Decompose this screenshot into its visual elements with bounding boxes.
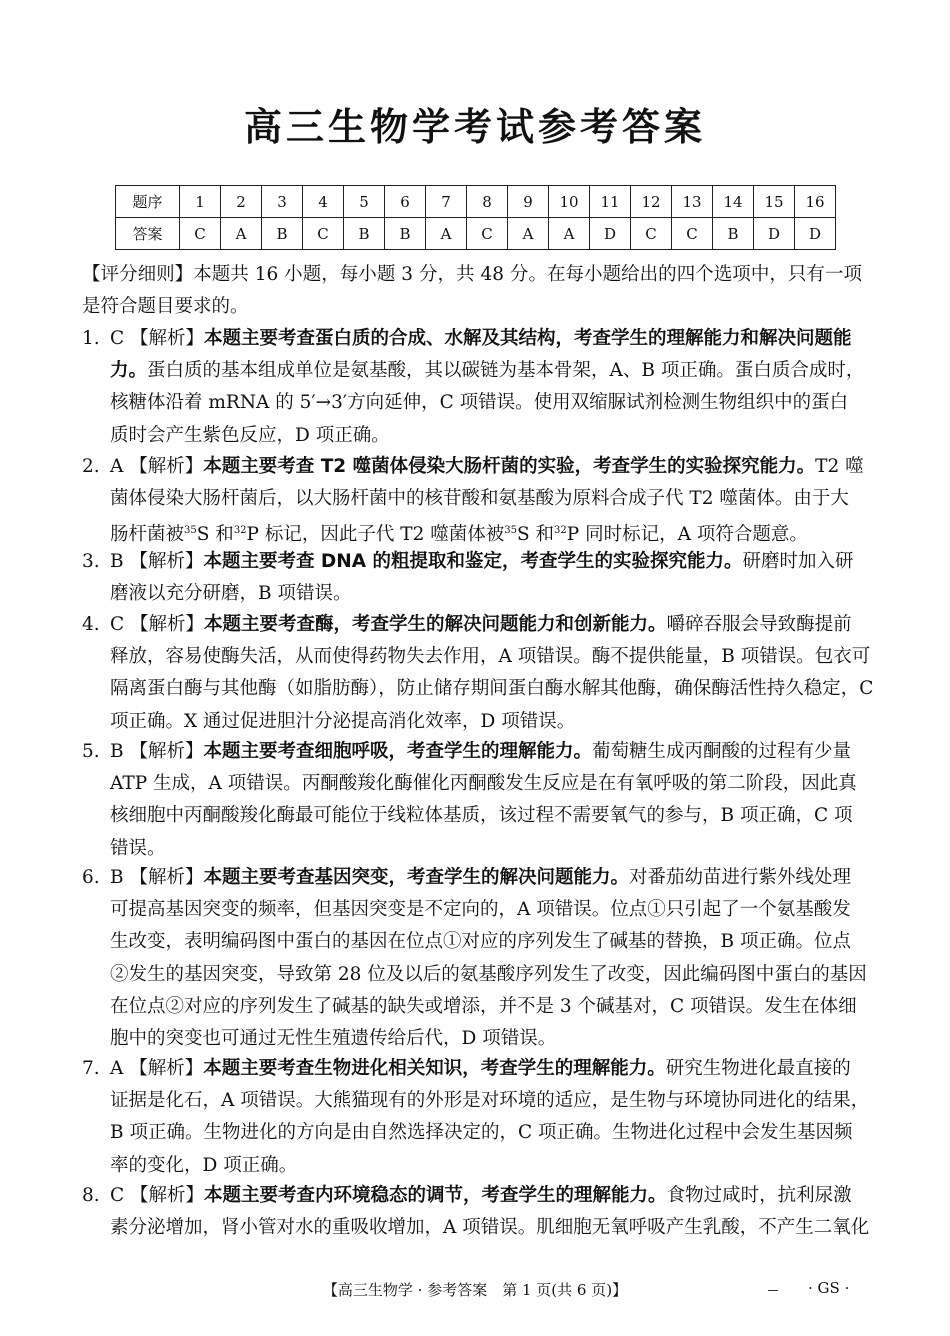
- superscript: 32: [554, 525, 567, 537]
- question-number: 7.: [82, 1058, 100, 1079]
- body-text: 生改变，表明编码图中蛋白的基因在位点①对应的序列发生了碱基的替换，B 项正确。位点: [110, 931, 851, 953]
- body-text: 胞中的突变也可通过无性生殖遗传给后代，D 项错误。: [110, 1028, 557, 1050]
- divider: [768, 1290, 778, 1291]
- answer-label: C 【解析】: [110, 1185, 205, 1206]
- page-title: 高三生物学考试参考答案: [243, 105, 706, 149]
- bold-text: 本题主要考查内环境稳态的调节，考查学生的理解能力。: [204, 1185, 667, 1206]
- body-text: S 和: [196, 524, 234, 546]
- body-text: 可提高基因突变的频率，但基因突变是不定向的，A 项错误。位点①只引起了一个氨基酸发: [110, 899, 851, 921]
- table-cell: 6: [385, 186, 426, 218]
- body-text: 菌体侵染大肠杆菌后，以大肠杆菌中的核苷酸和氨基酸为原料合成子代 T2 噬菌体。由于大: [110, 488, 849, 510]
- bold-text: 本题主要考查生物进化相关知识，考查学生的理解能力。: [203, 1058, 666, 1079]
- answer-table: [115, 185, 836, 250]
- table-cell: A: [426, 218, 467, 250]
- body-text: P 同时标记，A 项符合题意。: [566, 524, 808, 546]
- table-cell: C: [303, 218, 344, 250]
- scoring-intro: 【评分细则】本题共 16 小题，每小题 3 分，共 48 分。在每小题给出的四个选项中，只有一项是符合题目要求的。: [82, 264, 862, 317]
- table-cell: 8: [467, 186, 508, 218]
- body-text: 率的变化，D 项正确。: [110, 1154, 298, 1176]
- bold-text: 本题主要考查 T2 噬菌体侵染大肠杆菌的实验，考查学生的实验探究能力。: [203, 456, 816, 477]
- bold-text: 本题主要考查酶，考查学生的解决问题能力和创新能力。: [204, 614, 667, 635]
- body-text: 隔离蛋白酶与其他酶（如脂肪酶），防止储存期间蛋白酶水解其他酶，确保酶活性持久稳定，C: [110, 678, 874, 700]
- table-row-answers: [116, 218, 836, 250]
- table-cell: C: [467, 218, 508, 250]
- document-code: · GS ·: [808, 1279, 850, 1297]
- superscript: 35: [504, 525, 517, 537]
- question-number: 5.: [82, 741, 100, 762]
- table-cell: 16: [795, 186, 836, 218]
- page-footer: 【高三生物学 · 参考答案 第 1 页(共 6 页)】: [322, 1281, 628, 1299]
- table-cell: 4: [303, 186, 344, 218]
- body-text: ②发生的基因突变，导致第 28 位及以后的氨基酸序列发生了改变，因此编码图中蛋白的基因: [110, 963, 867, 985]
- question-number: 3.: [82, 551, 100, 572]
- bold-text: 本题主要考查基因突变，考查学生的解决问题能力。: [203, 867, 629, 888]
- answer-label: C 【解析】: [110, 328, 205, 349]
- table-cell: 7: [426, 186, 467, 218]
- bold-text: 本题主要考查 DNA 的粗提取和鉴定，考查学生的实验探究能力。: [203, 551, 743, 572]
- question-number: 4.: [82, 614, 100, 635]
- table-cell: 13: [672, 186, 713, 218]
- question-number: 6.: [82, 867, 100, 888]
- body-text: 证据是化石，A 项错误。大熊猫现有的外形是对环境的适应，是生物与环境协同进化的结果，: [110, 1090, 870, 1112]
- table-cell: D: [795, 218, 836, 250]
- superscript: 35: [184, 525, 197, 537]
- answer-label: B 【解析】: [110, 867, 204, 888]
- table-cell: D: [754, 218, 795, 250]
- body-text: P 标记，因此子代 T2 噬菌体被: [246, 524, 505, 546]
- table-cell: B: [262, 218, 303, 250]
- table-cell: 9: [508, 186, 549, 218]
- table-cell: 11: [590, 186, 631, 218]
- explanation-1: [82, 323, 865, 452]
- table-cell: A: [508, 218, 549, 250]
- table-cell: B: [385, 218, 426, 250]
- explanation-7: [82, 1053, 870, 1182]
- superscript: 32: [233, 525, 247, 537]
- body-text: 核糖体沿着 mRNA 的 5′→3′方向延伸，C 项错误。使用双缩脲试剂检测生物组织中的蛋白: [110, 392, 849, 414]
- table-cell: 10: [549, 186, 590, 218]
- body-text: 错误。: [110, 837, 166, 859]
- bold-text: 本题主要考查蛋白质的合成、水解及其结构，考查学生的理解能力和解决问题能: [204, 328, 852, 349]
- body-text: 核细胞中丙酮酸羧化酶最可能位于线粒体基质，该过程不需要氧气的参与，B 项正确，C 项: [110, 805, 853, 827]
- answer-label: A 【解析】: [110, 1058, 204, 1079]
- answer-label: B 【解析】: [110, 741, 204, 762]
- row-label: 答案: [116, 218, 180, 250]
- body-text: 素分泌增加，肾小管对水的重吸收增加，A 项错误。肌细胞无氧呼吸产生乳酸，不产生二氧化: [110, 1217, 870, 1239]
- table-cell: C: [180, 218, 221, 250]
- body-text: 质时会产生紫色反应，D 项正确。: [110, 424, 390, 446]
- table-cell: B: [344, 218, 385, 250]
- body-text: 磨液以充分研磨，B 项错误。: [110, 583, 352, 605]
- body-text: B 项正确。生物进化的方向是由自然选择决定的，C 项正确。生物进化过程中会发生基因频: [110, 1122, 853, 1144]
- table-cell: 1: [180, 186, 221, 218]
- body-text: 葡萄糖生成丙酮酸的过程有少量: [592, 741, 852, 762]
- body-text: 项正确。X 通过促进胆汁分泌提高消化效率，D 项错误。: [110, 710, 576, 732]
- answer-label: C 【解析】: [110, 614, 205, 635]
- table-cell: A: [221, 218, 262, 250]
- table-cell: C: [631, 218, 672, 250]
- table-cell: 14: [713, 186, 754, 218]
- table-cell: B: [713, 218, 754, 250]
- explanation-3: [82, 546, 862, 610]
- row-label: 题序: [116, 186, 180, 218]
- body-text: 蛋白质的基本组成单位是氨基酸，其以碳链为基本骨架，A、B 项正确。蛋白质合成时，: [147, 360, 865, 382]
- table-cell: 3: [262, 186, 303, 218]
- table-cell: 12: [631, 186, 672, 218]
- table-cell: C: [672, 218, 713, 250]
- table-cell: 5: [344, 186, 385, 218]
- question-number: 8.: [82, 1185, 100, 1206]
- body-text: 肠杆菌被: [110, 524, 185, 546]
- question-number: 2.: [82, 456, 100, 477]
- explanation-8: [82, 1180, 870, 1244]
- table-row-numbers: [116, 186, 836, 218]
- body-text: 研究生物进化最直接的: [665, 1058, 851, 1079]
- answer-label: B 【解析】: [110, 551, 204, 572]
- body-text: T2 噬: [815, 456, 864, 477]
- table-cell: A: [549, 218, 590, 250]
- body-text: 嚼碎吞服会导致酶提前: [666, 614, 852, 635]
- body-text: S 和: [516, 524, 555, 546]
- table-cell: D: [590, 218, 631, 250]
- explanation-5: [82, 736, 862, 865]
- question-number: 1.: [82, 328, 100, 349]
- body-text: 释放，容易使酶失活，从而使得药物失去作用，A 项错误。酶不提供能量，B 项错误。包衣可: [110, 646, 871, 668]
- explanation-6: [82, 862, 867, 1055]
- bold-text: 力。: [110, 360, 148, 382]
- bold-text: 本题主要考查细胞呼吸，考查学生的理解能力。: [203, 741, 592, 762]
- body-text: 在位点②对应的序列发生了碱基的缺失或增添，并不是 3 个碱基对，C 项错误。发生在体细: [110, 995, 857, 1017]
- explanation-2: [82, 451, 862, 552]
- explanation-4: [82, 609, 874, 738]
- table-cell: 2: [221, 186, 262, 218]
- body-text: 对番茄幼苗进行紫外线处理: [629, 867, 852, 888]
- body-text: 食物过咸时，抗利尿激: [666, 1185, 852, 1206]
- answer-label: A 【解析】: [110, 456, 204, 477]
- table-cell: 15: [754, 186, 795, 218]
- body-text: 研磨时加入研: [742, 551, 854, 572]
- body-text: ATP 生成，A 项错误。丙酮酸羧化酶催化丙酮酸发生反应是在有氧呼吸的第二阶段，因此真: [110, 773, 857, 795]
